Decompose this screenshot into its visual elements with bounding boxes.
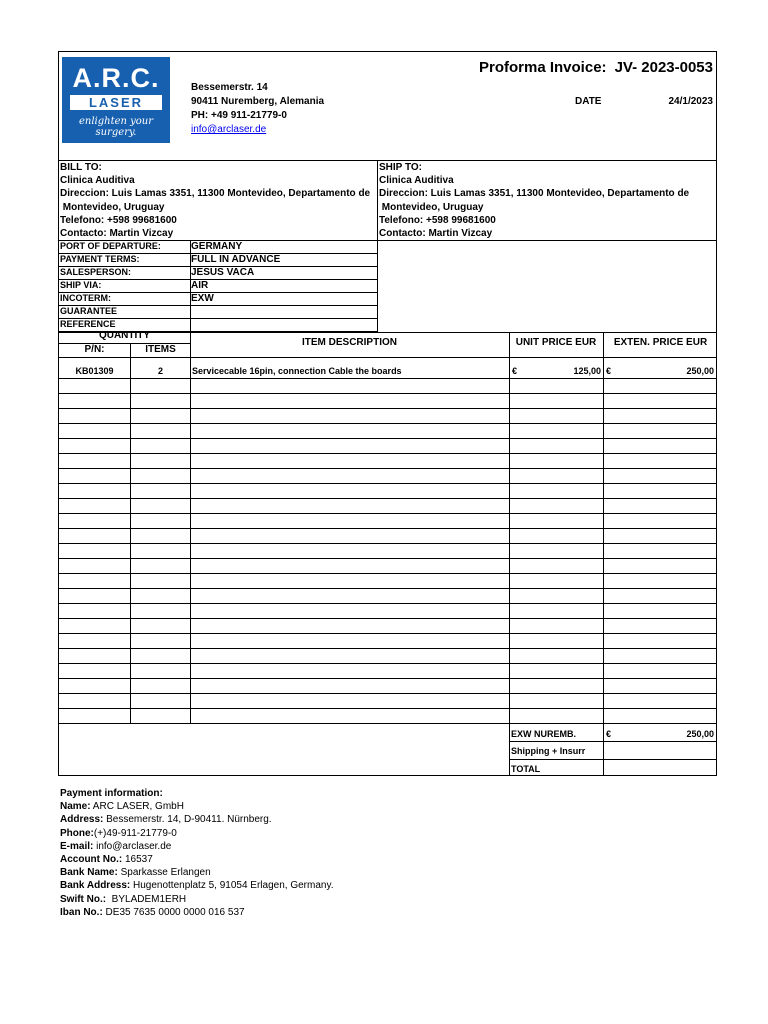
ship-to-block <box>379 161 689 240</box>
row-1-ext-currency: € <box>606 366 612 376</box>
item-row-line <box>59 558 716 559</box>
arc-laser-logo <box>62 57 170 143</box>
payment-line-label: Name: <box>60 801 91 813</box>
item-row-line <box>59 423 716 424</box>
terms-row-label: PORT OF DEPARTURE: <box>60 241 161 251</box>
items-header-bottom-line <box>59 357 716 358</box>
pn-column-divider <box>130 343 131 723</box>
payment-line-label: Swift No.: <box>60 893 107 905</box>
description-column-header: ITEM DESCRIPTION <box>301 337 397 348</box>
totals-line-2 <box>509 759 716 760</box>
terms-row-value: FULL IN ADVANCE <box>191 254 281 265</box>
logo-tagline: enlighten your surgery. <box>78 116 154 138</box>
payment-line <box>60 906 334 919</box>
payment-line <box>60 853 334 866</box>
payment-heading: Payment information: <box>60 788 163 799</box>
logo-band-text: LASER <box>70 95 162 110</box>
payment-line <box>60 840 334 853</box>
payment-line-value: (+)49-911-21779-0 <box>93 827 177 839</box>
ship-to-name: Clinica Auditiva <box>379 175 454 187</box>
company-address <box>191 81 324 137</box>
item-row-line <box>59 723 716 724</box>
terms-column-divider <box>190 240 191 332</box>
terms-row-label: REFERENCE <box>60 319 116 329</box>
ext-price-column-header: EXTEN. PRICE EUR <box>613 337 708 348</box>
date-label: DATE <box>575 96 602 107</box>
payment-line-label: E-mail: <box>60 840 94 852</box>
item-row-line <box>59 708 716 709</box>
payment-line-value: 16537 <box>122 854 153 866</box>
payment-line <box>60 813 334 826</box>
quantity-label: QUANTITY <box>98 330 151 341</box>
exw-value: 250,00 <box>686 729 714 739</box>
payment-line-label: Bank Name: <box>60 867 118 879</box>
terms-row-value: JESUS VACA <box>191 267 255 278</box>
payment-line-label: Iban No.: <box>60 906 103 918</box>
payment-line-value: Sparkasse Erlangen <box>117 867 211 879</box>
payment-line <box>60 827 334 840</box>
row-1-ext-price: 250,00 <box>686 366 714 376</box>
bill-to-address-2: Montevideo, Uruguay <box>60 201 165 213</box>
bill-to-address-1: Direccion: Luis Lamas 3351, 11300 Montevideo, Departamento de <box>60 188 371 200</box>
item-row-line <box>59 498 716 499</box>
bill-to-phone: Telefono: +598 99681600 <box>60 214 177 226</box>
unit-price-left-divider <box>509 332 510 776</box>
items-column-header: ITEMS <box>145 344 176 355</box>
invoice-number: JV- 2023-0053 <box>614 59 713 76</box>
item-row-line <box>59 633 716 634</box>
terms-row-label: GUARANTEE <box>60 306 118 316</box>
ship-to-phone: Telefono: +598 99681600 <box>379 214 496 226</box>
terms-row-label: SHIP VIA: <box>60 280 102 290</box>
terms-row-value: GERMANY <box>191 241 243 252</box>
address-line-2: 90411 Nuremberg, Alemania <box>191 96 325 107</box>
terms-row-value: EXW <box>191 293 214 304</box>
terms-row-value: AIR <box>191 280 209 291</box>
payment-line <box>60 879 334 892</box>
quantity-divider <box>59 343 190 344</box>
row-1-unit-currency: € <box>512 366 518 376</box>
payment-line-label: Address: <box>60 814 104 826</box>
row-1-unit-price: 125,00 <box>573 366 601 376</box>
item-row-line <box>59 453 716 454</box>
terms-row-label: PAYMENT TERMS: <box>60 254 140 264</box>
terms-row-label: SALESPERSON: <box>60 267 132 277</box>
invoice-title: Proforma Invoice: <box>479 59 607 76</box>
payment-line-label: Account No.: <box>60 854 123 866</box>
item-row-line <box>59 678 716 679</box>
item-row-line <box>59 663 716 664</box>
invoice-sheet <box>58 51 717 776</box>
billship-divider <box>377 160 378 332</box>
ext-price-left-divider <box>603 332 604 776</box>
payment-line <box>60 893 334 906</box>
item-row-line <box>59 648 716 649</box>
payment-line-value: info@arclaser.de <box>93 840 172 852</box>
logo-main-text: A.R.C. <box>72 63 160 93</box>
ship-to-address-2: Montevideo, Uruguay <box>379 201 484 213</box>
bill-to-contact: Contacto: Martin Vizcay <box>60 228 174 240</box>
terms-row-line <box>59 279 378 280</box>
row-1-description: Servicecable 16pin, connection Cable the boards <box>192 366 402 376</box>
terms-row-label: INCOTERM: <box>60 293 111 303</box>
ship-to-address-1: Direccion: Luis Lamas 3351, 11300 Montevideo, Departamento de <box>379 188 690 200</box>
payment-line-value: ARC LASER, GmbH <box>90 801 184 813</box>
item-row-line <box>59 393 716 394</box>
payment-information <box>60 787 334 919</box>
totals-line-1 <box>509 741 716 742</box>
payment-line <box>60 866 334 879</box>
item-row-line <box>59 543 716 544</box>
bill-to-name: Clinica Auditiva <box>60 175 135 187</box>
company-email-link[interactable]: info@arclaser.de <box>191 124 267 135</box>
ship-to-label: SHIP TO: <box>379 162 422 173</box>
payment-line-value: DE35 7635 0000 0000 016 537 <box>102 906 245 918</box>
exw-label: EXW NUREMB. <box>511 729 576 739</box>
row-1-items: 2 <box>157 366 163 376</box>
payment-line-value: BYLADEM1ERH <box>106 893 187 905</box>
item-row-line <box>59 378 716 379</box>
item-row-line <box>59 408 716 409</box>
unit-price-column-header: UNIT PRICE EUR <box>515 337 597 348</box>
item-row-line <box>59 618 716 619</box>
payment-line-label: Phone: <box>60 827 94 839</box>
item-row-line <box>59 513 716 514</box>
payment-line-label: Bank Address: <box>60 880 131 892</box>
item-row-line <box>59 573 716 574</box>
bill-to-label: BILL TO: <box>60 162 102 173</box>
item-row-line <box>59 438 716 439</box>
date-value: 24/1/2023 <box>668 96 713 107</box>
address-line-1: Bessemerstr. 14 <box>191 82 268 93</box>
shipping-label: Shipping + Insurr <box>511 746 586 756</box>
exw-currency: € <box>606 729 612 739</box>
item-row-line <box>59 468 716 469</box>
payment-line <box>60 800 334 813</box>
payment-line-value: Bessemerstr. 14, D-90411. Nürnberg. <box>103 814 272 826</box>
company-phone: PH: +49 911-21779-0 <box>191 110 287 121</box>
row-1-pn: KB01309 <box>75 366 114 376</box>
item-row-line <box>59 528 716 529</box>
description-left-divider <box>190 332 191 723</box>
item-row-line <box>59 483 716 484</box>
payment-line-value: Hugenottenplatz 5, 91054 Erlagen, Germany. <box>130 880 334 892</box>
item-row-line <box>59 693 716 694</box>
pn-column-header: P/N: <box>84 344 105 355</box>
total-label: TOTAL <box>511 764 541 774</box>
ship-to-contact: Contacto: Martin Vizcay <box>379 228 493 240</box>
item-row-line <box>59 588 716 589</box>
bill-to-block <box>60 161 370 240</box>
item-row-line <box>59 603 716 604</box>
